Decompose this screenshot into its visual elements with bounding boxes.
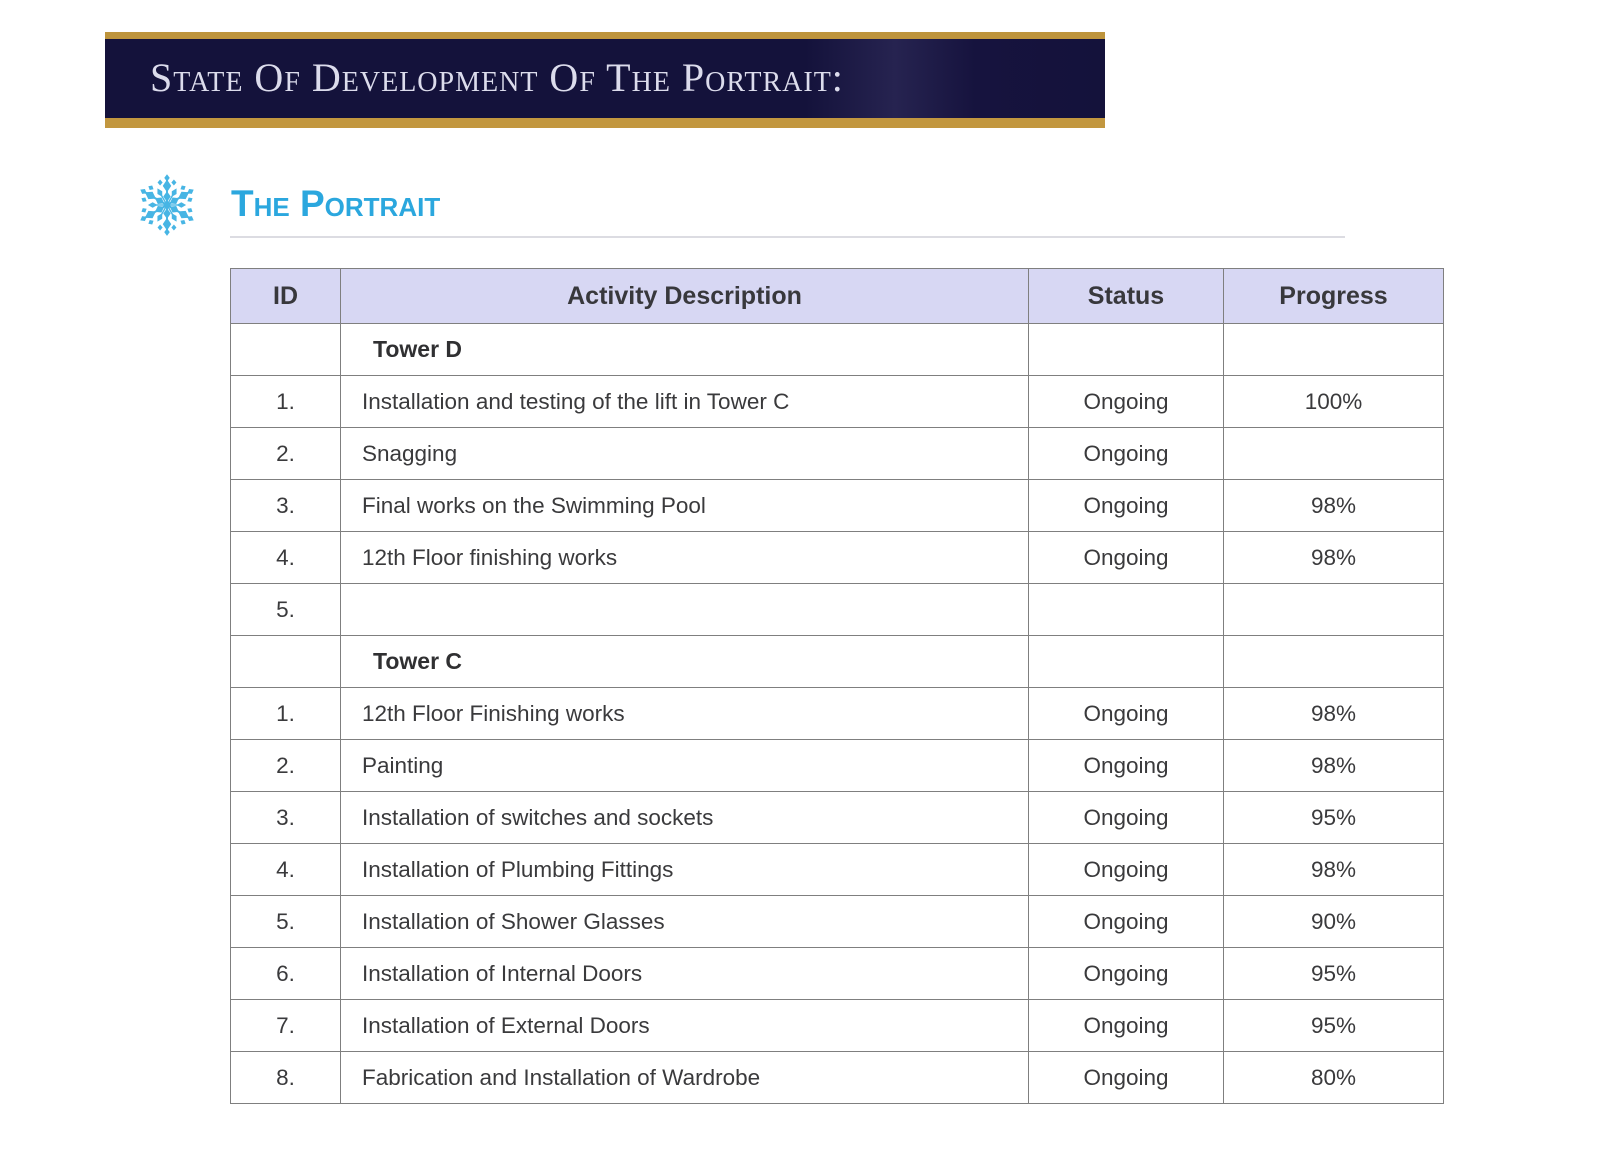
cell-id: 4. bbox=[231, 532, 341, 584]
cell-progress: 80% bbox=[1224, 1052, 1444, 1104]
cell-status: Ongoing bbox=[1029, 896, 1224, 948]
cell-id: 3. bbox=[231, 792, 341, 844]
progress-table bbox=[230, 268, 1444, 1104]
table-section-row bbox=[231, 324, 1444, 376]
cell-status: Ongoing bbox=[1029, 948, 1224, 1000]
column-header-id: ID bbox=[231, 269, 341, 324]
table-row bbox=[231, 376, 1444, 428]
cell-status bbox=[1029, 636, 1224, 688]
cell-progress: 98% bbox=[1224, 688, 1444, 740]
table-row bbox=[231, 740, 1444, 792]
column-header-progress: Progress bbox=[1224, 269, 1444, 324]
cell-status: Ongoing bbox=[1029, 480, 1224, 532]
cell-activity: Installation of switches and sockets bbox=[341, 792, 1029, 844]
table-row bbox=[231, 584, 1444, 636]
cell-progress: 95% bbox=[1224, 792, 1444, 844]
table-row bbox=[231, 480, 1444, 532]
cell-activity: Fabrication and Installation of Wardrobe bbox=[341, 1052, 1029, 1104]
cell-status: Ongoing bbox=[1029, 1000, 1224, 1052]
cell-progress: 98% bbox=[1224, 740, 1444, 792]
cell-progress: 98% bbox=[1224, 532, 1444, 584]
title-banner bbox=[105, 32, 1105, 128]
cell-activity: Tower C bbox=[341, 636, 1029, 688]
cell-id: 4. bbox=[231, 844, 341, 896]
table-row bbox=[231, 1052, 1444, 1104]
cell-progress bbox=[1224, 324, 1444, 376]
table-header-row bbox=[231, 269, 1444, 324]
cell-progress: 95% bbox=[1224, 948, 1444, 1000]
cell-activity: Tower D bbox=[341, 324, 1029, 376]
column-header-activity: Activity Description bbox=[341, 269, 1029, 324]
cell-activity bbox=[341, 584, 1029, 636]
cell-activity: Installation and testing of the lift in Tower C bbox=[341, 376, 1029, 428]
page-title: State Of Development Of The Portrait: bbox=[150, 55, 844, 100]
cell-id: 1. bbox=[231, 688, 341, 740]
cell-id: 5. bbox=[231, 896, 341, 948]
cell-activity: 12th Floor finishing works bbox=[341, 532, 1029, 584]
cell-status: Ongoing bbox=[1029, 428, 1224, 480]
cell-progress: 90% bbox=[1224, 896, 1444, 948]
cell-id bbox=[231, 324, 341, 376]
column-header-status: Status bbox=[1029, 269, 1224, 324]
cell-activity: Installation of Internal Doors bbox=[341, 948, 1029, 1000]
cell-id: 7. bbox=[231, 1000, 341, 1052]
table-row bbox=[231, 1000, 1444, 1052]
cell-status bbox=[1029, 584, 1224, 636]
cell-id: 6. bbox=[231, 948, 341, 1000]
cell-status: Ongoing bbox=[1029, 1052, 1224, 1104]
table-row bbox=[231, 688, 1444, 740]
cell-status: Ongoing bbox=[1029, 844, 1224, 896]
cell-id: 2. bbox=[231, 740, 341, 792]
cell-status: Ongoing bbox=[1029, 376, 1224, 428]
table-row bbox=[231, 792, 1444, 844]
cell-progress: 95% bbox=[1224, 1000, 1444, 1052]
cell-status: Ongoing bbox=[1029, 532, 1224, 584]
cell-activity: Installation of Shower Glasses bbox=[341, 896, 1029, 948]
table-row bbox=[231, 948, 1444, 1000]
table-row bbox=[231, 844, 1444, 896]
cell-id: 1. bbox=[231, 376, 341, 428]
cell-activity: 12th Floor Finishing works bbox=[341, 688, 1029, 740]
cell-id: 2. bbox=[231, 428, 341, 480]
cell-activity: Final works on the Swimming Pool bbox=[341, 480, 1029, 532]
section-divider bbox=[230, 236, 1345, 238]
snowflake-icon bbox=[133, 171, 201, 239]
cell-status bbox=[1029, 324, 1224, 376]
cell-status: Ongoing bbox=[1029, 740, 1224, 792]
cell-progress bbox=[1224, 584, 1444, 636]
cell-progress bbox=[1224, 636, 1444, 688]
cell-progress: 100% bbox=[1224, 376, 1444, 428]
cell-status: Ongoing bbox=[1029, 688, 1224, 740]
table-section-row bbox=[231, 636, 1444, 688]
cell-activity: Installation of Plumbing Fittings bbox=[341, 844, 1029, 896]
section-title: The Portrait bbox=[231, 183, 441, 224]
cell-progress: 98% bbox=[1224, 480, 1444, 532]
cell-id: 5. bbox=[231, 584, 341, 636]
cell-activity: Painting bbox=[341, 740, 1029, 792]
cell-status: Ongoing bbox=[1029, 792, 1224, 844]
cell-progress: 98% bbox=[1224, 844, 1444, 896]
cell-id: 8. bbox=[231, 1052, 341, 1104]
table-row bbox=[231, 428, 1444, 480]
table-row bbox=[231, 896, 1444, 948]
cell-id: 3. bbox=[231, 480, 341, 532]
cell-progress bbox=[1224, 428, 1444, 480]
table-row bbox=[231, 532, 1444, 584]
cell-id bbox=[231, 636, 341, 688]
cell-activity: Snagging bbox=[341, 428, 1029, 480]
cell-activity: Installation of External Doors bbox=[341, 1000, 1029, 1052]
